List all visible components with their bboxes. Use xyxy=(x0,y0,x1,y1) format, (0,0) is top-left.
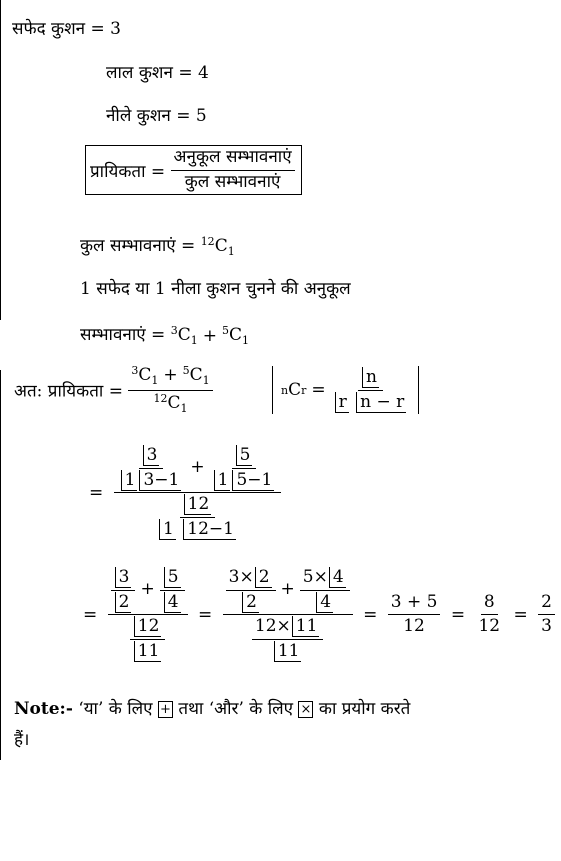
step-1-equation: = $\frac{3}{1 3-1}$ + $\frac{5}{1 5-1}$ $\frac{12}{1 12-1}$ xyxy=(84,446,281,539)
step-2-equation: = $\frac{3}{2}$ + $\frac{5}{4}$ $\frac{12}{11}$ = $\frac{3\times 2}{2}$ + $\frac{5\times 4}{4}$ $\frac{12\times 11}{11}$ = $\frac{3 + 5}{12}$ = $\frac{8}{12}$ = $\frac{2}{3}$ xyxy=(78,568,555,661)
note-line-2: हैं। xyxy=(14,730,30,750)
left-rule-top xyxy=(0,0,1,320)
note-line-1: Note:- ‘या’ के लिए + तथा ‘और’ के लिए × का प्रयोग करते xyxy=(14,699,411,719)
total-outcomes-line: कुल सम्भावनाएं = $^{12}C_1$ xyxy=(80,235,235,258)
white-cushions-line: सफेद कुशन = 3 xyxy=(12,19,121,39)
combination-formula: n C r = $\frac{n}{\text{r n − r}}$ xyxy=(272,366,419,414)
favorable-outcomes: अनुकूल सम्भावनाएं xyxy=(171,148,295,171)
probability-definition-box xyxy=(85,145,302,195)
note-label: Note:- xyxy=(14,699,73,719)
total-outcomes: कुल सम्भावनाएं xyxy=(184,171,281,192)
red-cushions-line: लाल कुशन = 4 xyxy=(106,63,209,83)
favorable-line-1: 1 सफेद या 1 नीला कुशन चुनने की अनुकूल xyxy=(80,279,351,299)
plus-box-icon: + xyxy=(158,701,173,718)
times-box-icon: × xyxy=(298,701,313,718)
probability-fraction xyxy=(171,148,295,192)
left-rule-bottom xyxy=(0,370,1,760)
blue-cushions-line: नीले कुशन = 5 xyxy=(106,106,207,126)
final-answer: $\frac{2}{3}$ xyxy=(538,593,555,637)
hence-probability: अत: प्रायिकता = $\frac{^3C_1 + ^5C_1}{^{12}C_1}$ xyxy=(14,365,213,415)
favorable-line-2: सम्भावनाएं = $^3C_1 + ^5C_1$ xyxy=(80,324,249,347)
probability-label: प्रायिकता = xyxy=(90,161,166,182)
